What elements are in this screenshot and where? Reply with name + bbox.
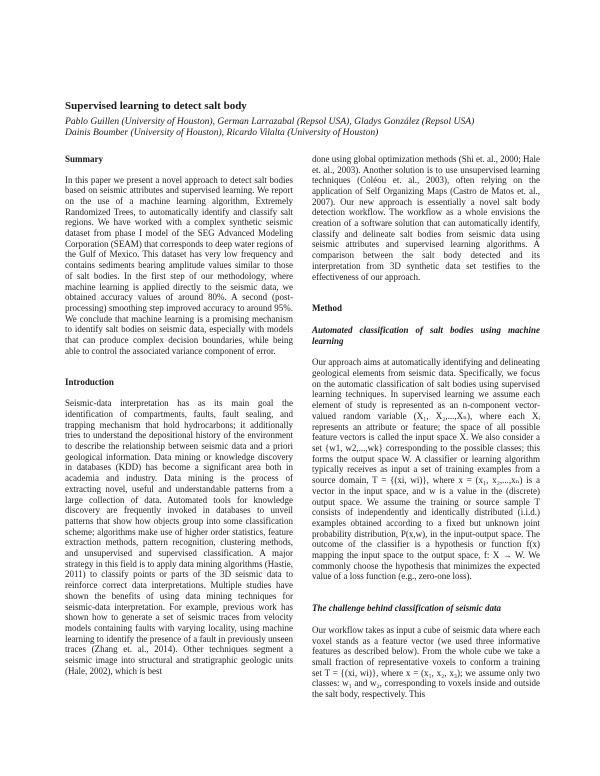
- author-line-2: Dainis Boumber (University of Houston), Ricardo Vilalta (University of Houston): [65, 127, 379, 139]
- method-subheading: Automated classification of salt bodies using machine learning: [312, 324, 540, 346]
- two-column-body: [65, 154, 540, 700]
- challenge-subheading: The challenge behind classification of seismic data: [312, 603, 501, 614]
- author-line-1: Pablo Guillen (University of Houston), German Larrazabal (Repsol USA), Gladys González (Repsol USA): [65, 116, 475, 127]
- introduction-paragraph: Seismic-data interpretation has as its main goal the identification of compartments, faults, fault sealing, and trapping mechanism that hold hydrocarbons; it additionally tries to understand the depositional history of the environment to describe the relationship between seismic data and a priori geological information. Data mining or knowledge discovery in databases (KDD) has become a significant area both in academia and industry. Data mining is the process of extracting novel, useful and understandable patterns from a large collection of data. Automated tools for knowledge discovery are frequently invoked in databases to unveil patterns that show how objects group into some classification scheme; algorithms make use of higher order statistics, feature extraction methods, pattern recognition, clustering methods, and unsupervised and supervised classification. A major strategy in this field is to apply data mining algorithms (Hastie, 2011) to classify points or parts of the 3D seismic data to reinforce correct data interpretations. Multiple studies have shown the benefits of using data mining techniques for seismic-data interpretation. For example, previous work has shown how to generate a set of seismic traces from velocity models containing faults with varying locality, using machine learning to identify the presence of a fault in previously unseen traces (Zhang et. al., 2014). Other techniques segment a seismic image into structural and stratigraphic geologic units (Hale, 2002), which is best: [65, 398, 293, 676]
- right-column: [312, 154, 540, 700]
- left-column: [65, 154, 293, 700]
- method-heading: Method: [312, 303, 342, 314]
- paper-header: [65, 100, 540, 139]
- summary-paragraph: In this paper we present a novel approach to detect salt bodies based on seismic attributes and supervised learning. We report on the use of a machine learning algorithm, Extremely Randomized Trees, to automatically identify and classify salt regions. We have worked with a complex synthetic seismic dataset from phase I model of the SEG Advanced Modeling Corporation (SEAM) that corresponds to deep water regions of the Gulf of Mexico. This dataset has very low frequency and contains sediments bearing amplitude values similar to those of salt bodies. In the first step of our methodology, where machine learning is applied directly to the seismic data, we obtained accuracy values of around 80%. A second (post-processing) smoothing step improved accuracy to around 95%. We conclude that machine learning is a promising mechanism to identify salt bodies on seismic data, especially with models that can produce complex decision boundaries, while being able to control the associated variance component of error.: [65, 174, 293, 356]
- method-paragraph: Our approach aims at automatically identifying and delineating geological elements from seismic data. Specifically, we focus on the automatic classification of salt bodies using supervised learning techniques. In supervised learning we assume each element of study is represented as an n-component vector-valued random variable (X₁, X₂,...,Xₙ), where each Xᵢ represents an attribute or feature; the space of all possible feature vectors is called the input space X. We also consider a set {w1, w2,...,wk} corresponding to the possible classes; this forms the output space W. A classifier or learning algorithm typically receives as input a set of training examples from a source domain, T = {(xi, wi)}, where x = (x₁, x₂,...,xₙ) is a vector in the input space, and w is a value in the (discrete) output space. We assume the training or source sample T consists of independently and identically distributed (i.i.d.) examples obtained according to a fixed but unknown joint probability distribution, P(x,w), in the input-output space. The outcome of the classifier is a hypothesis or function f(x) mapping the input space to the output space, f: X → W. We commonly choose the hypothesis that minimizes the expected value of a loss function (e.g., zero-one loss).: [312, 357, 540, 582]
- introduction-heading: Introduction: [65, 377, 114, 388]
- summary-heading: Summary: [65, 153, 103, 164]
- continuation-paragraph: done using global optimization methods (Shi et. al., 2000; Hale et. al., 2003). Another solution is to use unsupervised learning techniques (Coléou et. al., 2003), often relying on the application of Self Organizing Maps (Castro de Matos et. al., 2007). Our new approach is essentially a novel salt body detection workflow. The workflow as a whole envisions the creation of a software solution that can automatically identify, classify and delineate salt bodies from seismic data using seismic attributes and supervised learning algorithms. A comparison between the salt body detected and its interpretation from 3D synthetic data set testifies to the effectiveness of our approach.: [312, 153, 540, 282]
- paper-title: Supervised learning to detect salt body: [65, 100, 247, 112]
- challenge-paragraph: Our workflow takes as input a cube of seismic data where each voxel stands as a feature vector (we used three informative features as described below). From the whole cube we take a small fraction of representative voxels to conform a training set T = {(xi, wi)}, where x = (x₁, x₂, x₃); we assume only two classes: w₁ and w₂, corresponding to voxels inside and outside the salt body, respectively. This: [312, 624, 540, 700]
- page-content: [65, 100, 540, 700]
